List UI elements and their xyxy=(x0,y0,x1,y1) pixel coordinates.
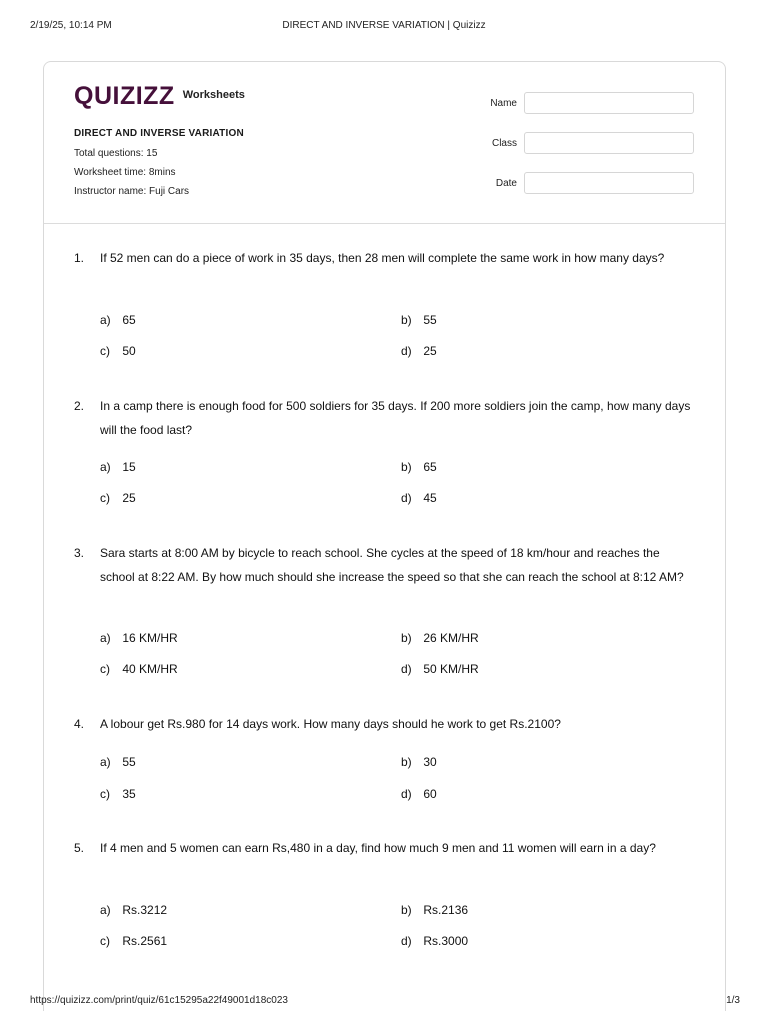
date-label: Date xyxy=(495,178,517,189)
option-a: a) 15 xyxy=(100,460,136,474)
option-b: b) 65 xyxy=(401,460,437,474)
option-d: d) 25 xyxy=(401,344,437,358)
question-text: In a camp there is enough food for 500 soldiers for 35 days. If 200 more soldiers join the camp, how many days will the food last? xyxy=(100,399,691,437)
option-d: d) 50 KM/HR xyxy=(401,662,479,676)
option-b: b) Rs.2136 xyxy=(401,903,469,917)
question-number: 4. xyxy=(74,717,85,731)
question-text: If 52 men can do a piece of work in 35 days, then 28 men will complete the same work in how many days? xyxy=(100,251,665,265)
option-b: b) 26 KM/HR xyxy=(401,631,479,645)
print-page-title: DIRECT AND INVERSE VARIATION | Quizizz xyxy=(282,20,486,31)
option-c: c) 25 xyxy=(100,491,136,505)
quizizz-logo xyxy=(74,84,245,109)
total-questions: Total questions: 15 xyxy=(74,148,158,159)
worksheet-card xyxy=(43,61,726,1011)
option-c: c) 50 xyxy=(100,344,136,358)
option-a: a) Rs.3212 xyxy=(100,903,168,917)
logo-wordmark: QUIZIZZ xyxy=(74,82,175,110)
option-d: d) 60 xyxy=(401,787,437,801)
name-label: Name xyxy=(490,98,517,109)
instructor-name: Instructor name: Fuji Cars xyxy=(74,186,190,197)
class-label: Class xyxy=(491,138,517,149)
question-text: If 4 men and 5 women can earn Rs,480 in a day, find how much 9 men and 11 women will earn in a day? xyxy=(100,841,656,855)
option-a: a) 55 xyxy=(100,755,136,769)
worksheet-title: DIRECT AND INVERSE VARIATION xyxy=(74,128,244,139)
question-text: Sara starts at 8:00 AM by bicycle to reach school. She cycles at the speed of 18 km/hour and reaches the school at 8:22 AM. By how much should she increase the speed so that she can reach the school at 8:12 AM? xyxy=(100,546,684,584)
logo-subtitle: Worksheets xyxy=(182,89,245,101)
question-number: 1. xyxy=(74,251,85,265)
date-field[interactable] xyxy=(524,172,694,194)
option-c: c) 40 KM/HR xyxy=(100,662,178,676)
question-number: 3. xyxy=(74,546,85,560)
name-field[interactable] xyxy=(524,92,694,114)
option-c: c) 35 xyxy=(100,787,136,801)
question-number: 2. xyxy=(74,399,85,413)
option-a: a) 16 KM/HR xyxy=(100,631,178,645)
class-field[interactable] xyxy=(524,132,694,154)
option-b: b) 30 xyxy=(401,755,437,769)
page-number: 1/3 xyxy=(726,995,740,1006)
worksheet-time: Worksheet time: 8mins xyxy=(74,167,176,178)
option-c: c) Rs.2561 xyxy=(100,934,168,948)
worksheet-header xyxy=(44,62,725,224)
print-datetime: 2/19/25, 10:14 PM xyxy=(30,20,112,31)
option-d: d) 45 xyxy=(401,491,437,505)
question-text: A lobour get Rs.980 for 14 days work. How many days should he work to get Rs.2100? xyxy=(100,717,561,731)
option-b: b) 55 xyxy=(401,313,437,327)
option-a: a) 65 xyxy=(100,313,136,327)
print-url: https://quizizz.com/print/quiz/61c15295a22f49001d18c023 xyxy=(30,995,288,1006)
option-d: d) Rs.3000 xyxy=(401,934,469,948)
question-number: 5. xyxy=(74,841,85,855)
